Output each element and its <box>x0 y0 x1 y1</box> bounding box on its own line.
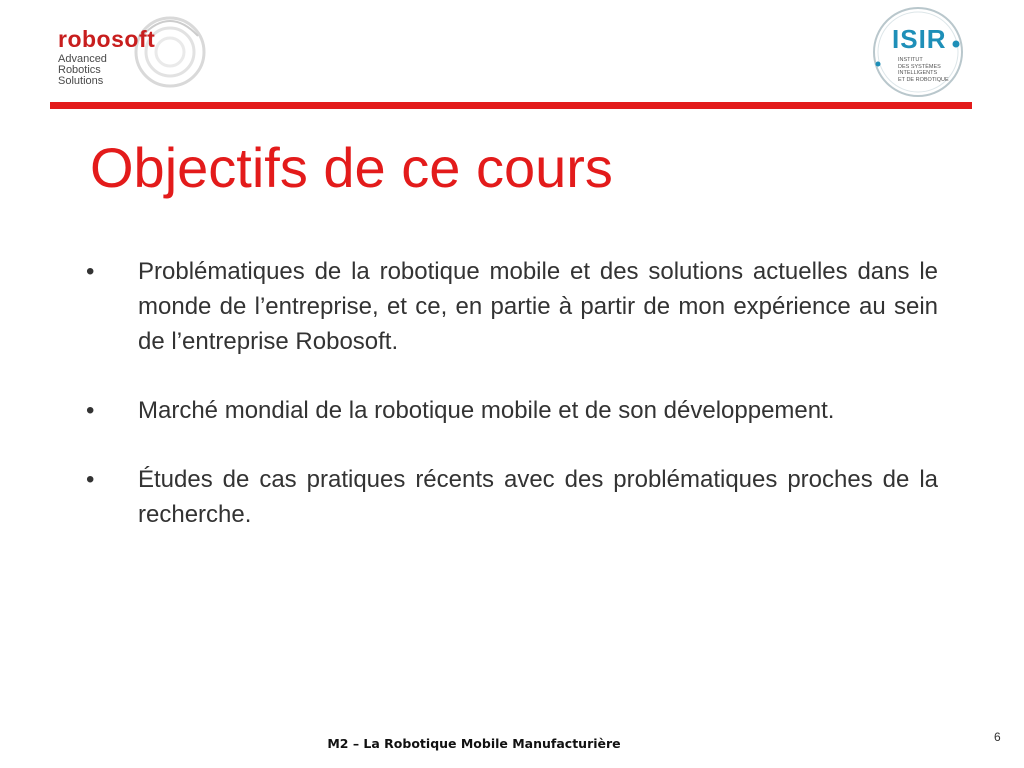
slide-title: Objectifs de ce cours <box>90 136 613 199</box>
isir-subtitle-line: INSTITUT <box>898 57 923 63</box>
bullet-text: Marché mondial de la robotique mobile et de son développement. <box>138 397 835 424</box>
isir-logo <box>870 4 966 100</box>
bullet-item <box>86 254 938 359</box>
robosoft-tagline <box>58 54 107 87</box>
bullet-item <box>86 462 938 532</box>
robosoft-tagline-line: Advanced <box>58 53 107 65</box>
bullet-marker: • <box>86 466 95 493</box>
isir-subtitle-line: ET DE ROBOTIQUE <box>898 76 949 83</box>
bullet-list <box>86 254 938 566</box>
robosoft-tagline-line: Solutions <box>58 75 104 87</box>
isir-subtitle-line: DES SYSTÈMES <box>898 63 941 70</box>
robosoft-wordmark: robosoft <box>58 26 156 52</box>
robosoft-logo <box>58 6 208 94</box>
isir-wordmark: ISIR <box>892 24 947 54</box>
bullet-text: Problématiques de la robotique mobile et des solutions actuelles dans le monde de l’entreprise, et ce, en partie à partir de mon expérience au sein de l’entreprise Robosoft. <box>138 258 938 355</box>
isir-subtitle-line: INTELLIGENTS <box>898 70 938 76</box>
page-number: 6 <box>994 730 1001 744</box>
isir-subtitle <box>898 57 949 83</box>
bullet-item <box>86 393 938 428</box>
header-divider <box>50 102 972 109</box>
robosoft-tagline-line: Robotics <box>58 64 101 76</box>
footer-text: M2 – La Robotique Mobile Manufacturière <box>327 736 621 751</box>
bullet-text: Études de cas pratiques récents avec des problématiques proches de la recherche. <box>138 466 938 528</box>
bullet-marker: • <box>86 258 95 285</box>
bullet-marker: • <box>86 397 95 424</box>
